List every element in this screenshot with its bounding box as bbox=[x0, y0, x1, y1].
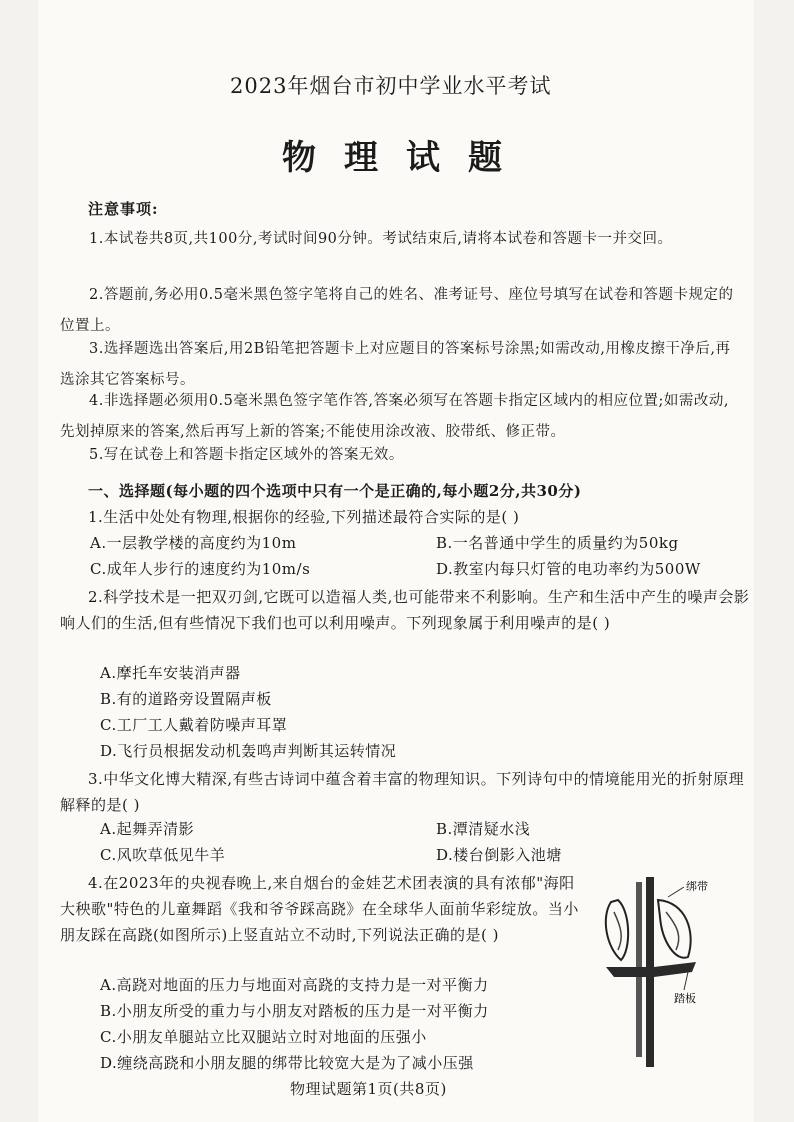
note-item: 4.非选择题必须用0.5毫米黑色签字笔作答,答案必须写在答题卡指定区域内的相应位置;如需改动,先划掉原来的答案,然后再写上新的答案;不能使用涂改液、胶带纸、修正带。 bbox=[60, 393, 729, 440]
subject-title: 物理试题 bbox=[282, 138, 530, 178]
page-footer: 物理试题第1页(共8页) bbox=[290, 1080, 447, 1098]
option: C.小朋友单腿站立比双腿站立时对地面的压强小 bbox=[100, 1028, 427, 1046]
option: D.楼台倒影入池塘 bbox=[436, 846, 562, 864]
option: A.一层教学楼的高度约为10m bbox=[90, 534, 297, 552]
note-item: 2.答题前,务必用0.5毫米黑色签字笔将自己的姓名、准考证号、座位号填写在试卷和答题卡规定的位置上。 bbox=[60, 287, 734, 334]
note-item: 5.写在试卷上和答题卡指定区域外的答案无效。 bbox=[89, 447, 404, 463]
option: B.小朋友所受的重力与小朋友对踏板的压力是一对平衡力 bbox=[100, 1002, 489, 1020]
option: B.有的道路旁设置隔声板 bbox=[100, 690, 272, 708]
exam-title: 2023年烟台市初中学业水平考试 bbox=[230, 74, 552, 98]
option: A.高跷对地面的压力与地面对高跷的支持力是一对平衡力 bbox=[100, 976, 489, 994]
stilts-figure bbox=[596, 872, 746, 1072]
question-stem: 2.科学技术是一把双刃剑,它既可以造福人类,也可能带来不利影响。生产和生活中产生的噪声会影响人们的生活,但有些情况下我们也可以利用噪声。下列现象属于利用噪声的是( ) bbox=[60, 588, 750, 632]
option: A.起舞弄清影 bbox=[100, 820, 195, 838]
option: C.成年人步行的速度约为10m/s bbox=[90, 560, 311, 578]
notes-heading: 注意事项: bbox=[88, 200, 159, 218]
option: B.潭清疑水浅 bbox=[436, 820, 531, 838]
question-stem: 3.中华文化博大精深,有些古诗词中蕴含着丰富的物理知识。下列诗句中的情境能用光的折射原理解释的是( ) bbox=[60, 770, 745, 814]
option: D.教室内每只灯管的电功率约为500W bbox=[436, 560, 701, 578]
note-item: 1.本试卷共8页,共100分,考试时间90分钟。考试结束后,请将本试卷和答题卡一并交回。 bbox=[89, 231, 673, 247]
option: A.摩托车安装消声器 bbox=[100, 664, 241, 682]
question-stem: 1.生活中处处有物理,根据你的经验,下列描述最符合实际的是( ) bbox=[88, 508, 520, 526]
note-item: 3.选择题选出答案后,用2B铅笔把答题卡上对应题目的答案标号涂黑;如需改动,用橡皮擦干净后,再选涂其它答案标号。 bbox=[60, 341, 731, 388]
option: C.工厂工人戴着防噪声耳罩 bbox=[100, 716, 288, 734]
option: C.风吹草低见牛羊 bbox=[100, 846, 226, 864]
section-heading: 一、选择题(每小题的四个选项中只有一个是正确的,每小题2分,共30分) bbox=[88, 482, 582, 500]
pedal-label: 踏板 bbox=[674, 992, 696, 1005]
stilts-illustration bbox=[596, 872, 746, 1072]
strap-label: 绑带 bbox=[686, 880, 708, 893]
question-stem: 4.在2023年的央视春晚上,来自烟台的金娃艺术团表演的具有浓郁"海阳大秧歌"特色的儿童舞蹈《我和爷爷踩高跷》在全球华人面前华彩绽放。当小朋友踩在高跷(如图所示)上竖直站立不动时,下列说法正确的是( ) bbox=[60, 874, 579, 944]
option: D.缠绕高跷和小朋友腿的绑带比较宽大是为了减小压强 bbox=[100, 1054, 474, 1072]
option: B.一名普通中学生的质量约为50kg bbox=[436, 534, 679, 552]
option: D.飞行员根据发动机轰鸣声判断其运转情况 bbox=[100, 742, 397, 760]
